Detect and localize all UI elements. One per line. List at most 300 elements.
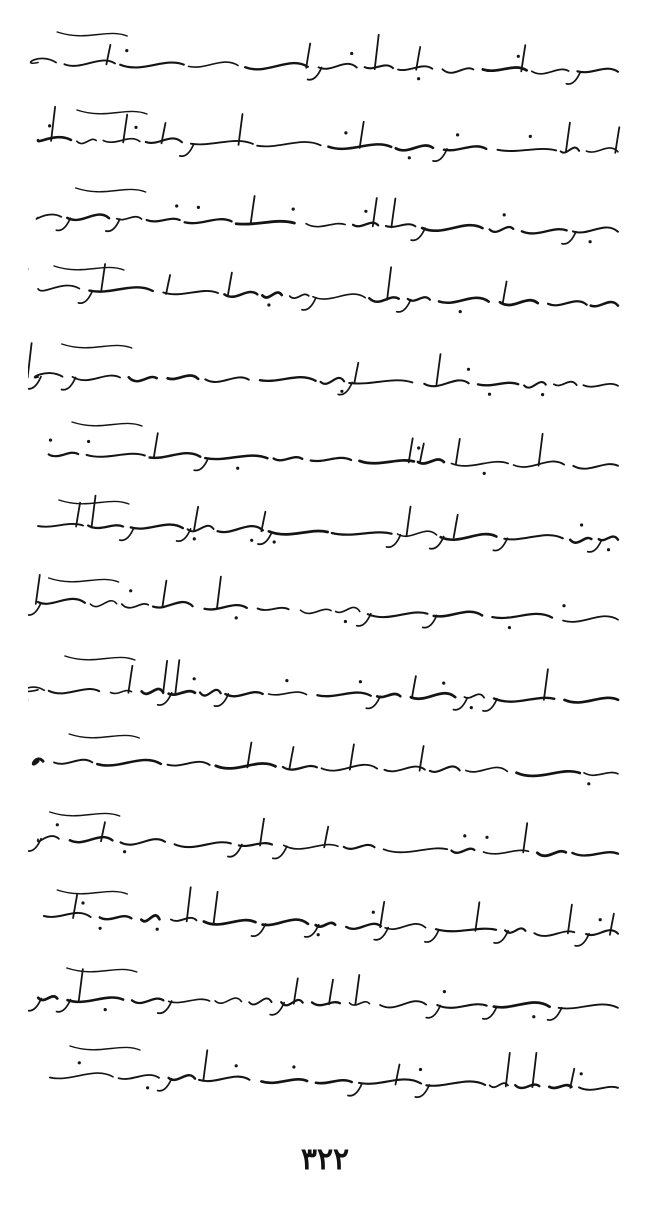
ink-stroke xyxy=(200,690,221,696)
ink-tail xyxy=(194,458,208,470)
ink-dot xyxy=(285,679,288,682)
ink-tail xyxy=(258,532,272,544)
marginal-note-stroke xyxy=(50,812,120,816)
ink-stroke xyxy=(50,1073,113,1078)
ink-stroke xyxy=(573,227,618,232)
ink-tail xyxy=(158,1079,172,1091)
ink-dot xyxy=(408,156,411,159)
ink-dot xyxy=(99,927,102,930)
ink-ascender xyxy=(203,1050,207,1081)
ink-stroke xyxy=(466,767,507,771)
ink-stroke xyxy=(205,377,249,382)
ink-stroke xyxy=(426,1081,485,1085)
ink-dot xyxy=(146,1086,149,1089)
ink-stroke xyxy=(38,286,79,291)
ink-stroke xyxy=(258,608,289,610)
ink-stroke xyxy=(349,380,412,383)
ink-dot xyxy=(197,206,200,209)
ink-stroke xyxy=(498,149,557,151)
ink-dot xyxy=(463,834,466,837)
ink-stroke xyxy=(306,224,345,227)
marginal-note-stroke xyxy=(69,734,139,738)
ink-ascender xyxy=(128,666,132,693)
ink-stroke xyxy=(430,766,460,771)
ink-stroke xyxy=(68,998,124,1002)
page-number: ۳۲۲ xyxy=(300,1142,350,1177)
ink-dot xyxy=(417,77,420,80)
marginal-note-stroke xyxy=(57,890,127,894)
ink-ascender xyxy=(539,434,543,466)
ink-dot xyxy=(483,472,486,475)
ink-stroke xyxy=(398,531,437,536)
ink-dot xyxy=(529,135,532,138)
ink-stroke xyxy=(150,453,201,458)
handwritten-line xyxy=(28,566,628,652)
ink-dot xyxy=(48,124,51,127)
ink-stroke xyxy=(570,538,591,543)
ink-dot xyxy=(344,620,347,623)
ink-ascender xyxy=(523,823,527,852)
ink-ascender xyxy=(175,660,179,694)
ink-stroke xyxy=(269,692,307,695)
ink-stroke xyxy=(444,146,486,150)
ink-dot xyxy=(562,604,565,607)
ink-stroke xyxy=(263,920,309,926)
ink-ascender xyxy=(154,433,158,458)
ink-dot xyxy=(49,439,52,442)
ink-dot xyxy=(350,52,353,55)
ink-dot xyxy=(292,208,295,211)
ink-tail xyxy=(548,1008,562,1020)
ink-tail xyxy=(483,1007,497,1019)
ink-stroke xyxy=(169,1075,195,1080)
ink-ascender xyxy=(79,969,83,1000)
ink-tail xyxy=(106,219,120,231)
ink-dot xyxy=(470,706,473,709)
ink-dot xyxy=(235,616,238,619)
ink-stroke xyxy=(236,221,294,224)
ink-tail xyxy=(56,218,70,230)
ink-stroke xyxy=(185,219,232,223)
ink-stroke xyxy=(490,227,514,232)
ink-ascender xyxy=(123,115,127,143)
ink-stroke xyxy=(87,454,145,457)
ink-stroke xyxy=(380,1001,426,1007)
handwritten-line xyxy=(28,644,628,730)
ink-dot xyxy=(134,126,137,129)
handwritten-line xyxy=(28,800,628,886)
ink-ascender xyxy=(228,273,232,296)
ink-stroke xyxy=(119,1075,159,1079)
ink-stroke xyxy=(132,999,164,1003)
ink-tail xyxy=(483,699,497,711)
ink-stroke xyxy=(332,532,392,534)
ink-stroke xyxy=(204,920,256,924)
ink-dot xyxy=(193,677,196,680)
ink-ascender xyxy=(437,354,441,384)
handwritten-line xyxy=(28,410,628,496)
ink-stroke xyxy=(142,689,163,694)
ink-dot xyxy=(442,682,445,685)
ink-stroke xyxy=(103,139,140,142)
ink-dot xyxy=(273,540,276,543)
ink-stroke xyxy=(549,1085,571,1088)
ink-stroke xyxy=(188,526,214,532)
ink-stroke xyxy=(168,376,198,379)
ink-ascender xyxy=(532,1053,536,1087)
ink-ascender xyxy=(92,496,96,528)
ink-tail xyxy=(397,300,411,312)
ink-dot xyxy=(235,1064,238,1067)
ink-stroke xyxy=(353,223,378,227)
ink-stroke xyxy=(215,998,241,1003)
ink-dot xyxy=(267,303,270,306)
ink-stroke xyxy=(35,373,63,377)
marginal-note-stroke xyxy=(54,266,124,270)
ink-stroke xyxy=(54,760,92,764)
ink-stroke xyxy=(163,291,218,294)
ink-stroke xyxy=(249,998,271,1004)
ink-dot xyxy=(125,49,128,52)
ink-ascender xyxy=(407,507,411,536)
ink-stroke xyxy=(478,383,518,386)
ink-stroke xyxy=(28,687,44,691)
ink-stroke xyxy=(141,915,159,921)
ink-stroke xyxy=(36,215,61,219)
ink-dot xyxy=(589,240,592,243)
ink-stroke xyxy=(131,525,183,529)
ink-tail xyxy=(387,535,401,547)
ink-tail xyxy=(411,228,425,240)
ink-stroke xyxy=(504,535,563,539)
ink-ascender xyxy=(475,902,479,931)
ink-stroke xyxy=(311,458,351,461)
ink-ascender xyxy=(391,199,395,228)
ink-stroke xyxy=(565,698,619,703)
handwritten-line xyxy=(28,254,628,340)
ink-stroke xyxy=(537,851,566,856)
ink-stroke xyxy=(224,292,257,297)
handwriting-strokes xyxy=(28,254,628,340)
ink-tail xyxy=(28,603,41,615)
ink-dot xyxy=(104,1008,107,1011)
ink-stroke xyxy=(369,297,398,301)
ink-stroke xyxy=(443,68,474,73)
ink-stroke xyxy=(321,378,345,384)
ink-stroke xyxy=(586,148,618,152)
ink-ascender xyxy=(360,122,364,148)
ink-dot xyxy=(129,589,132,592)
ink-stroke xyxy=(225,692,262,696)
marginal-note-stroke xyxy=(77,110,147,114)
ink-stroke xyxy=(563,616,618,622)
ink-ascender xyxy=(51,107,55,141)
ink-ascender xyxy=(544,669,548,700)
ink-dot xyxy=(417,446,420,449)
ink-dot xyxy=(372,911,375,914)
handwritten-line xyxy=(28,956,628,1042)
ink-stroke xyxy=(344,845,375,849)
ink-stroke xyxy=(548,301,587,305)
ink-stroke xyxy=(484,850,529,854)
ink-stroke xyxy=(350,1002,370,1005)
ink-ascender xyxy=(162,581,166,608)
ink-stroke xyxy=(205,605,247,609)
ink-stroke xyxy=(100,916,132,919)
ink-dot xyxy=(81,901,84,904)
handwriting-strokes xyxy=(28,98,628,184)
ink-ascender xyxy=(380,902,384,927)
ink-stroke xyxy=(436,929,496,932)
ink-stroke xyxy=(70,837,113,842)
ink-tail xyxy=(566,72,580,84)
handwriting-strokes xyxy=(28,566,628,652)
ink-dot xyxy=(340,390,343,393)
ink-stroke xyxy=(386,224,416,227)
handwriting-strokes xyxy=(28,332,628,418)
ink-dot xyxy=(503,213,506,216)
handwritten-text-block xyxy=(28,20,628,1120)
ink-stroke xyxy=(283,766,317,770)
ink-ascender xyxy=(28,343,32,378)
ink-stroke xyxy=(452,849,475,853)
ink-stroke xyxy=(517,771,580,776)
ink-ascender xyxy=(251,196,255,224)
ink-ascender xyxy=(454,515,458,538)
ink-stroke xyxy=(452,462,509,466)
ink-stroke xyxy=(168,762,210,766)
ink-dot xyxy=(587,782,590,785)
ink-stroke xyxy=(88,525,123,528)
handwritten-line xyxy=(28,176,628,262)
ink-tail xyxy=(426,1006,440,1018)
handwritten-line xyxy=(28,98,628,184)
ink-stroke xyxy=(411,693,455,698)
ink-stroke xyxy=(301,609,332,613)
ink-stroke xyxy=(49,689,99,693)
ink-stroke xyxy=(316,1080,352,1083)
ink-ascender xyxy=(166,275,170,294)
handwriting-strokes xyxy=(28,644,628,730)
ink-dot xyxy=(87,440,90,443)
ink-tail xyxy=(28,377,41,389)
ink-stroke xyxy=(418,459,444,463)
ink-stroke xyxy=(422,225,482,231)
ink-stroke xyxy=(494,1002,550,1007)
ink-stroke xyxy=(437,1004,486,1008)
ink-stroke xyxy=(73,376,121,381)
ink-stroke xyxy=(38,137,71,141)
handwritten-line xyxy=(28,1034,628,1120)
ink-dot xyxy=(485,836,488,839)
ink-stroke xyxy=(554,382,577,386)
ink-stroke xyxy=(218,526,263,532)
ink-tail xyxy=(588,540,602,552)
ink-stroke xyxy=(591,302,618,306)
ink-stroke xyxy=(439,298,489,303)
ink-ascender xyxy=(187,887,191,921)
ink-ascender xyxy=(456,439,460,465)
ink-dot xyxy=(580,1072,583,1075)
handwritten-line xyxy=(28,20,628,106)
ink-stroke xyxy=(169,691,195,694)
ink-dot xyxy=(580,523,583,526)
handwritten-line xyxy=(28,488,628,574)
ink-stroke xyxy=(579,1087,618,1090)
ink-stroke xyxy=(216,763,276,768)
marginal-note-stroke xyxy=(76,188,146,192)
ink-ascender xyxy=(306,44,310,68)
ink-tail xyxy=(453,698,467,710)
marginal-note-stroke xyxy=(49,578,119,582)
ink-stroke xyxy=(441,534,497,540)
ink-dot xyxy=(250,539,253,542)
ink-stroke xyxy=(44,913,91,917)
handwriting-strokes xyxy=(28,488,628,574)
ink-stroke xyxy=(522,229,567,233)
ink-stroke xyxy=(586,930,618,935)
ink-stroke xyxy=(31,58,56,63)
ink-stroke xyxy=(559,1004,618,1008)
ink-stroke xyxy=(191,141,253,144)
ink-stroke xyxy=(313,294,365,299)
marginal-note-stroke xyxy=(65,656,135,660)
ink-ascender xyxy=(290,747,294,768)
marginal-note-stroke xyxy=(67,968,137,972)
ink-stroke xyxy=(398,66,432,70)
ink-stroke xyxy=(434,612,482,617)
ink-tail xyxy=(425,930,439,942)
ink-stroke xyxy=(424,380,468,386)
ink-stroke xyxy=(257,142,321,146)
ink-tail xyxy=(348,1084,362,1096)
ink-dot xyxy=(236,467,239,470)
ink-ascender xyxy=(506,1053,510,1087)
ink-stroke xyxy=(146,138,182,143)
ink-stroke xyxy=(577,69,618,73)
ink-stroke xyxy=(524,382,546,388)
ink-stroke xyxy=(262,292,281,297)
ink-stroke xyxy=(336,607,360,612)
ink-stroke xyxy=(199,1077,250,1082)
ink-stroke xyxy=(90,601,116,607)
ink-ascender xyxy=(217,577,221,609)
ink-tail xyxy=(308,68,322,80)
ink-ascender xyxy=(214,892,218,923)
ink-stroke xyxy=(261,1079,307,1082)
ink-dot xyxy=(459,310,462,313)
ink-dot xyxy=(467,368,470,371)
ink-stroke xyxy=(89,287,152,291)
ink-dot xyxy=(443,990,446,993)
ink-ascender xyxy=(76,503,80,527)
ink-stroke xyxy=(483,68,527,71)
handwriting-strokes xyxy=(28,800,628,886)
ink-stroke xyxy=(360,460,414,463)
ink-tail xyxy=(562,232,576,244)
handwriting-strokes xyxy=(28,956,628,1042)
ink-stroke xyxy=(97,760,161,766)
ink-ascender xyxy=(396,1065,400,1085)
ink-ascender xyxy=(568,905,572,934)
ink-ascender xyxy=(194,507,198,530)
ink-ascender xyxy=(420,444,424,464)
ink-dot xyxy=(292,1065,295,1068)
ink-ascender xyxy=(261,512,265,532)
ink-ascender xyxy=(566,123,570,152)
ink-stroke xyxy=(368,612,428,617)
marginal-note-stroke xyxy=(62,344,132,348)
ink-ascender xyxy=(260,819,264,846)
ink-stroke xyxy=(67,215,109,220)
ink-tail xyxy=(78,291,92,303)
ink-stroke xyxy=(269,531,328,534)
ink-ascender xyxy=(615,127,619,153)
ink-stroke xyxy=(365,65,393,68)
ink-dot xyxy=(419,1068,422,1071)
handwritten-line xyxy=(28,332,628,418)
ink-stroke xyxy=(189,62,239,67)
ink-stroke xyxy=(319,64,357,69)
ink-ascender xyxy=(375,35,379,69)
ink-tail xyxy=(374,928,388,940)
ink-ascender xyxy=(412,676,416,698)
ink-dot xyxy=(344,131,347,134)
ink-stroke xyxy=(312,1002,340,1005)
handwriting-strokes xyxy=(28,878,628,964)
ink-stroke xyxy=(284,845,338,849)
ink-stroke xyxy=(500,300,538,305)
ink-ascender xyxy=(503,282,507,305)
ink-stroke xyxy=(317,693,370,697)
ink-stroke xyxy=(396,145,433,150)
ink-stroke xyxy=(169,999,210,1002)
handwriting-strokes xyxy=(28,722,628,808)
ink-stroke xyxy=(245,63,308,69)
ink-stroke xyxy=(122,604,148,608)
ink-tail xyxy=(180,144,194,156)
handwriting-strokes xyxy=(28,1034,628,1120)
ink-tail xyxy=(494,931,508,943)
handwritten-line xyxy=(28,722,628,808)
ink-ascender xyxy=(163,661,167,693)
ink-ascender xyxy=(387,267,391,299)
ink-tail xyxy=(302,298,316,310)
marginal-note-stroke xyxy=(57,32,127,36)
ink-dot xyxy=(541,393,544,396)
ink-stroke xyxy=(385,924,425,929)
ink-tail xyxy=(415,1085,429,1097)
ink-stroke xyxy=(532,69,569,73)
ink-tail xyxy=(158,1001,172,1013)
ink-stroke xyxy=(120,63,184,68)
ink-stroke xyxy=(129,377,157,381)
ink-ascender xyxy=(354,363,358,384)
ink-dot xyxy=(56,823,59,826)
ink-dot xyxy=(508,626,511,629)
ink-stroke xyxy=(175,842,231,847)
ink-stroke xyxy=(239,843,272,846)
ink-stroke xyxy=(153,602,193,607)
ink-dot xyxy=(359,680,362,683)
ink-dot xyxy=(364,210,367,213)
ink-stroke xyxy=(583,384,618,387)
ink-stroke xyxy=(171,918,197,921)
handwriting-strokes xyxy=(28,176,628,262)
ink-tail xyxy=(338,382,352,394)
ink-ascender xyxy=(570,1069,574,1088)
ink-ascender xyxy=(409,438,413,462)
